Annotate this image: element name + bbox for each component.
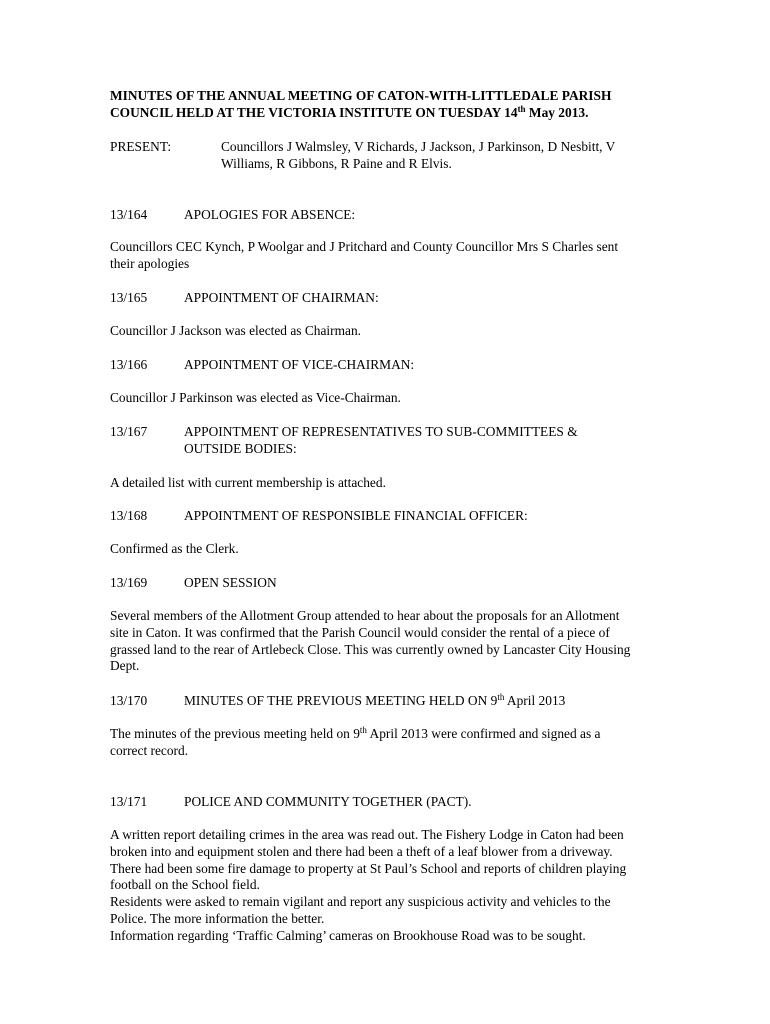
body-line: Councillor J Parkinson was elected as Vice-Chairman. [110, 390, 401, 405]
body-line: correct record. [110, 742, 189, 758]
body-line: Several members of the Allotment Group attended to hear about the proposals for an Allotment [110, 608, 620, 623]
item-body [110, 390, 720, 407]
item-heading [184, 424, 704, 458]
body-line: A detailed list with current membership is attached. [110, 475, 386, 490]
heading-text-end: April 2013 [504, 693, 566, 708]
item-number: 13/169 [110, 575, 148, 590]
item-number: 13/171 [110, 794, 148, 809]
present-line-2: Williams, R Gibbons, R Paine and R Elvis. [221, 155, 452, 171]
item-number: 13/165 [110, 290, 148, 305]
body-line: their apologies [110, 255, 190, 271]
body-line: site in Caton. It was confirmed that the Parish Council would consider the rental of a piece of [110, 624, 610, 640]
item-body [110, 475, 720, 492]
item-heading: APPOINTMENT OF CHAIRMAN: [184, 290, 379, 305]
body-line: Residents were asked to remain vigilant and report any suspicious activity and vehicles to the [110, 894, 611, 910]
document-title [110, 88, 720, 122]
body-line: Confirmed as the Clerk. [110, 541, 239, 556]
heading-superscript: th [497, 692, 505, 702]
body-line: A written report detailing crimes in the area was read out. The Fishery Lodge in Caton had been [110, 827, 624, 842]
body-line [110, 726, 720, 743]
item-body [110, 827, 720, 945]
item-number: 13/170 [110, 693, 148, 708]
present-line-1: Councillors J Walmsley, V Richards, J Jackson, J Parkinson, D Nesbitt, V [221, 139, 616, 154]
item-heading: APOLOGIES FOR ABSENCE: [184, 207, 356, 222]
item-body [110, 541, 720, 558]
item-number: 13/167 [110, 424, 148, 439]
body-line: There had been some fire damage to property at St Paul’s School and reports of children playing [110, 860, 627, 876]
item-heading: APPOINTMENT OF RESPONSIBLE FINANCIAL OFFICER: [184, 508, 528, 523]
item-heading [184, 693, 704, 710]
item-number: 13/164 [110, 207, 148, 222]
present-list [221, 139, 701, 173]
body-text-end: April 2013 were confirmed and signed as a [366, 726, 601, 741]
title-superscript: th [517, 103, 526, 114]
body-line: Police. The more information the better. [110, 910, 325, 926]
item-body [110, 239, 720, 273]
item-body [110, 323, 720, 340]
item-heading: OPEN SESSION [184, 575, 277, 590]
item-number: 13/168 [110, 508, 148, 523]
body-line: Councillors CEC Kynch, P Woolgar and J Pritchard and County Councillor Mrs S Charles sent [110, 239, 619, 254]
body-line: Dept. [110, 658, 140, 674]
body-line: Information regarding ‘Traffic Calming’ cameras on Brookhouse Road was to be sought. [110, 927, 586, 943]
body-text: The minutes of the previous meeting held on 9 [110, 726, 360, 741]
heading-text: MINUTES OF THE PREVIOUS MEETING HELD ON 9 [184, 693, 498, 708]
title-line-2 [110, 105, 720, 122]
item-heading: POLICE AND COMMUNITY TOGETHER (PACT). [184, 794, 472, 809]
present-label: PRESENT: [110, 139, 172, 154]
heading-line: APPOINTMENT OF REPRESENTATIVES TO SUB-COMMITTEES & [184, 424, 578, 439]
body-line: broken into and equipment stolen and there had been a theft of a leaf blower from a driveway. [110, 843, 613, 859]
item-body [110, 608, 720, 675]
title-line-1: MINUTES OF THE ANNUAL MEETING OF CATON-WITH-LITTLEDALE PARISH [110, 88, 612, 103]
title-line-2-end: May 2013. [525, 104, 589, 120]
item-body [110, 726, 720, 760]
body-line: football on the School field. [110, 877, 260, 893]
body-line: grassed land to the rear of Artlebeck Close. This was currently owned by Lancaster City Housing [110, 641, 631, 657]
body-line: Councillor J Jackson was elected as Chairman. [110, 323, 362, 338]
item-number: 13/166 [110, 357, 148, 372]
item-heading: APPOINTMENT OF VICE-CHAIRMAN: [184, 357, 415, 372]
body-superscript: th [359, 725, 367, 735]
title-line-2-text: COUNCIL HELD AT THE VICTORIA INSTITUTE ON TUESDAY 14 [110, 104, 518, 120]
heading-line: OUTSIDE BODIES: [184, 440, 297, 456]
